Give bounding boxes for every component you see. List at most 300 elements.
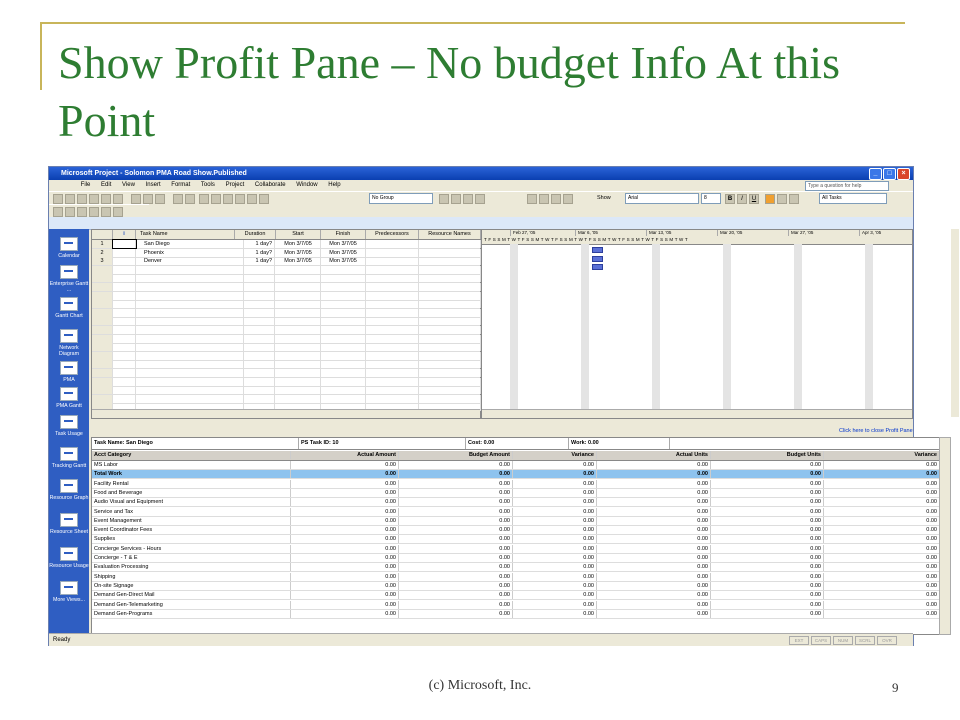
amount-cell[interactable]: 0.00 — [288, 526, 399, 534]
maximize-button[interactable]: □ — [883, 168, 896, 180]
amount-cell[interactable]: 0.00 — [824, 582, 940, 590]
table-cell[interactable] — [136, 352, 244, 360]
row-header[interactable] — [92, 335, 113, 343]
amount-cell[interactable]: 0.00 — [399, 517, 513, 525]
table-cell[interactable] — [276, 395, 321, 403]
table-cell[interactable] — [366, 292, 419, 300]
table-cell[interactable] — [113, 395, 136, 403]
table-cell[interactable] — [113, 292, 136, 300]
table-cell[interactable] — [419, 378, 481, 386]
table-cell[interactable] — [136, 378, 244, 386]
row-header[interactable] — [92, 292, 113, 300]
table-cell[interactable] — [366, 257, 419, 265]
col-finish[interactable]: Finish — [321, 230, 366, 239]
table-cell[interactable]: Mon 3/7/05 — [276, 240, 321, 248]
amount-cell[interactable]: 0.00 — [288, 591, 399, 599]
menu-file[interactable]: File — [80, 182, 91, 188]
table-cell[interactable] — [276, 378, 321, 386]
row-header[interactable] — [92, 326, 113, 334]
amount-cell[interactable]: 0.00 — [824, 573, 940, 581]
profit-pane-icon[interactable] — [77, 207, 87, 217]
table-cell[interactable] — [136, 283, 244, 291]
table-cell[interactable] — [136, 343, 244, 351]
amount-cell[interactable]: 0.00 — [711, 573, 824, 581]
table-row[interactable] — [92, 573, 940, 582]
amount-cell[interactable]: 0.00 — [711, 591, 824, 599]
amount-cell[interactable]: 0.00 — [399, 545, 513, 553]
table-cell[interactable] — [136, 266, 244, 274]
align-left-icon[interactable] — [765, 194, 775, 204]
publish-icon[interactable] — [53, 207, 63, 217]
table-cell[interactable] — [235, 343, 275, 351]
open-icon[interactable] — [65, 194, 75, 204]
table-row[interactable] — [92, 554, 940, 563]
table-cell[interactable] — [366, 369, 419, 377]
amount-cell[interactable]: 0.00 — [399, 470, 513, 478]
table-row[interactable] — [92, 480, 940, 489]
amount-cell[interactable]: 0.00 — [597, 582, 711, 590]
table-cell[interactable] — [321, 369, 366, 377]
table-cell[interactable] — [276, 283, 321, 291]
menu-format[interactable]: Format — [171, 182, 191, 188]
table-row[interactable] — [92, 517, 940, 526]
table-cell[interactable] — [235, 300, 275, 308]
amount-cell[interactable]: 0.00 — [513, 498, 597, 506]
row-header[interactable]: 3 — [92, 257, 113, 265]
table-cell[interactable] — [276, 386, 321, 394]
amount-cell[interactable]: 0.00 — [711, 601, 824, 609]
amount-cell[interactable]: 0.00 — [513, 489, 597, 497]
menu-project[interactable]: Project — [225, 182, 245, 188]
table-cell[interactable] — [366, 249, 419, 257]
table-row[interactable] — [92, 601, 940, 610]
amount-cell[interactable]: 0.00 — [513, 573, 597, 581]
table-cell[interactable] — [366, 326, 419, 334]
table-cell[interactable] — [419, 369, 481, 377]
table-cell[interactable] — [113, 335, 136, 343]
save-icon[interactable] — [77, 194, 87, 204]
bold-icon[interactable]: B — [725, 194, 735, 204]
amount-cell[interactable]: 0.00 — [513, 591, 597, 599]
copy-picture-icon[interactable] — [475, 194, 485, 204]
row-header[interactable] — [92, 300, 113, 308]
amount-cell[interactable]: 0.00 — [597, 535, 711, 543]
row-header[interactable] — [92, 343, 113, 351]
amount-cell[interactable]: 0.00 — [711, 508, 824, 516]
copy-icon[interactable] — [143, 194, 153, 204]
goto-icon[interactable] — [101, 207, 111, 217]
goto-task-icon[interactable] — [463, 194, 473, 204]
table-cell[interactable] — [419, 326, 481, 334]
amount-cell[interactable]: 0.00 — [399, 554, 513, 562]
info-icon[interactable]: i — [113, 230, 136, 239]
amount-cell[interactable]: 0.00 — [288, 573, 399, 581]
amount-cell[interactable]: 0.00 — [711, 545, 824, 553]
table-cell[interactable] — [419, 309, 481, 317]
zoom-in-icon[interactable] — [439, 194, 449, 204]
col-start[interactable]: Start — [276, 230, 321, 239]
table-cell[interactable] — [113, 317, 136, 325]
table-cell[interactable] — [366, 386, 419, 394]
table-cell[interactable] — [235, 309, 275, 317]
col-budget-units[interactable]: Budget Units — [711, 451, 824, 459]
table-cell[interactable] — [113, 283, 136, 291]
amount-cell[interactable]: 0.00 — [288, 554, 399, 562]
table-cell[interactable] — [366, 317, 419, 325]
amount-cell[interactable]: 0.00 — [711, 470, 824, 478]
table-row[interactable] — [92, 563, 940, 572]
row-header[interactable] — [92, 309, 113, 317]
table-row[interactable] — [92, 461, 940, 470]
menu-tools[interactable]: Tools — [200, 182, 215, 188]
table-cell[interactable] — [366, 378, 419, 386]
amount-cell[interactable]: 0.00 — [711, 610, 824, 618]
table-row[interactable] — [92, 526, 940, 535]
table-cell[interactable] — [235, 274, 275, 282]
task-bar[interactable] — [592, 264, 603, 270]
table-cell[interactable] — [113, 249, 136, 257]
table-cell[interactable] — [321, 378, 366, 386]
table-cell[interactable] — [113, 369, 136, 377]
filter-select[interactable]: All Tasks — [819, 193, 887, 204]
underline-icon[interactable]: U — [749, 194, 759, 204]
table-cell[interactable] — [366, 266, 419, 274]
table-cell[interactable] — [366, 283, 419, 291]
amount-cell[interactable]: 0.00 — [399, 573, 513, 581]
row-header[interactable]: 1 — [92, 240, 113, 248]
amount-cell[interactable]: 0.00 — [711, 554, 824, 562]
table-cell[interactable] — [136, 317, 244, 325]
table-cell[interactable] — [276, 274, 321, 282]
table-cell[interactable]: Mon 3/7/05 — [321, 257, 366, 265]
table-cell[interactable] — [321, 395, 366, 403]
row-header[interactable] — [92, 378, 113, 386]
table-cell[interactable]: Mon 3/7/05 — [276, 257, 321, 265]
table-cell[interactable] — [136, 335, 244, 343]
amount-cell[interactable]: 0.00 — [711, 480, 824, 488]
amount-cell[interactable]: 0.00 — [288, 470, 399, 478]
table-cell[interactable] — [113, 300, 136, 308]
amount-cell[interactable]: 0.00 — [513, 554, 597, 562]
amount-cell[interactable]: 0.00 — [597, 601, 711, 609]
menu-help[interactable]: Help — [328, 182, 341, 188]
amount-cell[interactable]: 0.00 — [399, 461, 513, 469]
table-cell[interactable] — [419, 257, 481, 265]
amount-cell[interactable]: 0.00 — [711, 489, 824, 497]
menu-collaborate[interactable]: Collaborate — [254, 182, 286, 188]
table-cell[interactable] — [419, 352, 481, 360]
table-row[interactable] — [92, 591, 940, 600]
font-select[interactable]: Arial — [625, 193, 699, 204]
amount-cell[interactable]: 0.00 — [824, 554, 940, 562]
table-cell[interactable]: Mon 3/7/05 — [321, 249, 366, 257]
view-resource-graph[interactable]: Resource Graph — [49, 479, 89, 501]
table-cell[interactable] — [235, 266, 275, 274]
amount-cell[interactable]: 0.00 — [513, 470, 597, 478]
amount-cell[interactable]: 0.00 — [597, 498, 711, 506]
table-cell[interactable] — [419, 283, 481, 291]
amount-cell[interactable]: 0.00 — [597, 573, 711, 581]
table-cell[interactable] — [321, 335, 366, 343]
new-icon[interactable] — [53, 194, 63, 204]
table-cell[interactable] — [136, 386, 244, 394]
table-cell[interactable] — [276, 335, 321, 343]
table-cell[interactable] — [113, 352, 136, 360]
view-resource-sheet[interactable]: Resource Sheet — [49, 513, 89, 535]
row-header[interactable] — [92, 386, 113, 394]
row-header[interactable] — [92, 274, 113, 282]
minimize-button[interactable]: _ — [869, 168, 882, 180]
indent-icon[interactable] — [527, 194, 537, 204]
table-cell[interactable]: 1 day? — [235, 240, 275, 248]
table-cell[interactable]: San Diego — [136, 240, 244, 248]
gantt-vertical-scrollbar[interactable] — [951, 229, 959, 417]
table-cell[interactable] — [276, 300, 321, 308]
table-cell[interactable] — [276, 343, 321, 351]
table-cell[interactable] — [276, 309, 321, 317]
menu-window[interactable]: Window — [296, 182, 318, 188]
table-cell[interactable] — [136, 360, 244, 368]
table-cell[interactable] — [235, 386, 275, 394]
table-cell[interactable] — [113, 386, 136, 394]
amount-cell[interactable]: 0.00 — [711, 535, 824, 543]
table-cell[interactable] — [136, 326, 244, 334]
table-row[interactable] — [92, 545, 940, 554]
amount-cell[interactable]: 0.00 — [399, 601, 513, 609]
table-cell[interactable] — [276, 360, 321, 368]
table-cell[interactable] — [235, 378, 275, 386]
table-cell[interactable] — [235, 335, 275, 343]
amount-cell[interactable]: 0.00 — [288, 563, 399, 571]
col-predecessors[interactable]: Predecessors — [366, 230, 419, 239]
paste-icon[interactable] — [155, 194, 165, 204]
amount-cell[interactable]: 0.00 — [597, 470, 711, 478]
italic-icon[interactable]: I — [737, 194, 747, 204]
col-duration[interactable]: Duration — [235, 230, 276, 239]
table-cell[interactable] — [136, 274, 244, 282]
table-cell[interactable]: 1 day? — [235, 257, 275, 265]
view-tracking-gantt[interactable]: Tracking Gantt — [49, 447, 89, 469]
table-cell[interactable] — [321, 360, 366, 368]
amount-cell[interactable]: 0.00 — [824, 601, 940, 609]
view-enterprise-gantt[interactable]: Enterprise Gantt ... — [49, 265, 89, 293]
amount-cell[interactable]: 0.00 — [711, 582, 824, 590]
menu-view[interactable]: View — [122, 182, 135, 188]
table-cell[interactable] — [276, 266, 321, 274]
amount-cell[interactable]: 0.00 — [513, 461, 597, 469]
table-cell[interactable] — [321, 326, 366, 334]
menu-edit[interactable]: Edit — [101, 182, 112, 188]
table-cell[interactable] — [419, 395, 481, 403]
table-cell[interactable] — [419, 240, 481, 248]
amount-cell[interactable]: 0.00 — [288, 480, 399, 488]
amount-cell[interactable]: 0.00 — [513, 535, 597, 543]
amount-cell[interactable]: 0.00 — [399, 535, 513, 543]
table-cell[interactable]: Phoenix — [136, 249, 244, 257]
amount-cell[interactable]: 0.00 — [824, 498, 940, 506]
amount-cell[interactable]: 0.00 — [597, 480, 711, 488]
table-cell[interactable] — [366, 352, 419, 360]
amount-cell[interactable]: 0.00 — [711, 498, 824, 506]
amount-cell[interactable]: 0.00 — [711, 461, 824, 469]
col-task-name[interactable]: Task Name — [136, 230, 235, 239]
amount-cell[interactable]: 0.00 — [513, 517, 597, 525]
profit-pane-scrollbar[interactable] — [939, 437, 951, 635]
cut-icon[interactable] — [131, 194, 141, 204]
font-size-select[interactable]: 8 — [701, 193, 721, 204]
close-profit-pane-link[interactable]: Click here to close Profit Pane — [839, 428, 913, 434]
menu-insert[interactable]: Insert — [145, 182, 161, 188]
view-network-diagram[interactable]: Network Diagram — [49, 329, 89, 357]
amount-cell[interactable]: 0.00 — [399, 526, 513, 534]
amount-cell[interactable]: 0.00 — [597, 461, 711, 469]
table-cell[interactable] — [366, 343, 419, 351]
amount-cell[interactable]: 0.00 — [399, 582, 513, 590]
table-row[interactable] — [92, 610, 940, 619]
col-acct-category[interactable]: Acct Category — [92, 451, 291, 459]
table-cell[interactable] — [113, 266, 136, 274]
amount-cell[interactable]: 0.00 — [399, 591, 513, 599]
amount-cell[interactable]: 0.00 — [824, 526, 940, 534]
col-actual-amount[interactable]: Actual Amount — [288, 451, 399, 459]
view-pma[interactable]: PMA — [49, 361, 89, 383]
table-cell[interactable] — [321, 266, 366, 274]
table-cell[interactable] — [235, 317, 275, 325]
table-cell[interactable] — [419, 300, 481, 308]
amount-cell[interactable]: 0.00 — [597, 517, 711, 525]
row-header[interactable] — [92, 352, 113, 360]
amount-cell[interactable]: 0.00 — [711, 517, 824, 525]
table-row[interactable] — [92, 508, 940, 517]
unlink-tasks-icon[interactable] — [211, 194, 221, 204]
table-cell[interactable]: Mon 3/7/05 — [321, 240, 366, 248]
amount-cell[interactable]: 0.00 — [824, 489, 940, 497]
view-more-views[interactable]: More Views... — [49, 581, 89, 603]
table-cell[interactable] — [321, 283, 366, 291]
table-row[interactable] — [92, 582, 940, 591]
table-cell[interactable] — [419, 249, 481, 257]
table-cell[interactable] — [113, 343, 136, 351]
undo-icon[interactable] — [173, 194, 183, 204]
table-cell[interactable] — [366, 395, 419, 403]
table-cell[interactable] — [366, 300, 419, 308]
table-row[interactable] — [92, 489, 940, 498]
table-cell[interactable] — [321, 317, 366, 325]
table-row[interactable] — [92, 498, 940, 507]
amount-cell[interactable]: 0.00 — [597, 610, 711, 618]
table-cell[interactable]: Mon 3/7/05 — [276, 249, 321, 257]
amount-cell[interactable]: 0.00 — [824, 591, 940, 599]
amount-cell[interactable]: 0.00 — [824, 461, 940, 469]
table-cell[interactable] — [419, 266, 481, 274]
view-calendar[interactable]: Calendar — [49, 237, 89, 259]
table-cell[interactable] — [136, 309, 244, 317]
publish-all-icon[interactable] — [65, 207, 75, 217]
amount-cell[interactable]: 0.00 — [288, 535, 399, 543]
table-cell[interactable] — [419, 274, 481, 282]
table-cell[interactable] — [113, 378, 136, 386]
table-cell[interactable] — [366, 274, 419, 282]
amount-cell[interactable]: 0.00 — [597, 545, 711, 553]
amount-cell[interactable]: 0.00 — [288, 610, 399, 618]
table-cell[interactable] — [136, 292, 244, 300]
show-dropdown[interactable]: Show — [597, 195, 611, 201]
table-cell[interactable] — [366, 360, 419, 368]
row-header[interactable]: 2 — [92, 249, 113, 257]
amount-cell[interactable]: 0.00 — [513, 563, 597, 571]
table-row[interactable] — [92, 535, 940, 544]
table-cell[interactable] — [276, 292, 321, 300]
amount-cell[interactable]: 0.00 — [597, 563, 711, 571]
table-cell[interactable] — [113, 309, 136, 317]
amount-cell[interactable]: 0.00 — [288, 461, 399, 469]
preview-icon[interactable] — [101, 194, 111, 204]
table-cell[interactable] — [113, 240, 136, 248]
table-cell[interactable] — [321, 274, 366, 282]
table-cell[interactable] — [235, 326, 275, 334]
amount-cell[interactable]: 0.00 — [513, 526, 597, 534]
table-cell[interactable] — [235, 292, 275, 300]
table-cell[interactable] — [321, 343, 366, 351]
amount-cell[interactable]: 0.00 — [513, 545, 597, 553]
amount-cell[interactable]: 0.00 — [824, 610, 940, 618]
row-header[interactable] — [92, 266, 113, 274]
amount-cell[interactable]: 0.00 — [399, 610, 513, 618]
row-header[interactable] — [92, 317, 113, 325]
table-cell[interactable] — [276, 317, 321, 325]
table-cell[interactable] — [235, 395, 275, 403]
table-cell[interactable] — [235, 369, 275, 377]
print-icon[interactable] — [89, 194, 99, 204]
amount-cell[interactable]: 0.00 — [597, 508, 711, 516]
link-tasks-icon[interactable] — [199, 194, 209, 204]
amount-cell[interactable]: 0.00 — [513, 601, 597, 609]
amount-cell[interactable]: 0.00 — [288, 498, 399, 506]
col-units-variance[interactable]: Variance — [824, 451, 940, 459]
help-icon[interactable] — [113, 207, 123, 217]
move-icon[interactable] — [89, 207, 99, 217]
align-center-icon[interactable] — [777, 194, 787, 204]
plus-icon[interactable] — [551, 194, 561, 204]
task-info-icon[interactable] — [235, 194, 245, 204]
amount-cell[interactable]: 0.00 — [513, 480, 597, 488]
spelling-icon[interactable] — [113, 194, 123, 204]
align-right-icon[interactable] — [789, 194, 799, 204]
notes-icon[interactable] — [247, 194, 257, 204]
table-cell[interactable] — [136, 300, 244, 308]
amount-cell[interactable]: 0.00 — [399, 563, 513, 571]
table-cell[interactable] — [321, 386, 366, 394]
hyperlink-icon[interactable] — [185, 194, 195, 204]
gantt-horizontal-scrollbar[interactable] — [482, 409, 912, 418]
split-task-icon[interactable] — [223, 194, 233, 204]
zoom-out-icon[interactable] — [451, 194, 461, 204]
amount-cell[interactable]: 0.00 — [288, 508, 399, 516]
amount-cell[interactable]: 0.00 — [824, 517, 940, 525]
table-cell[interactable] — [419, 343, 481, 351]
minus-icon[interactable] — [563, 194, 573, 204]
amount-cell[interactable]: 0.00 — [824, 480, 940, 488]
col-variance[interactable]: Variance — [513, 451, 597, 459]
table-cell[interactable] — [276, 369, 321, 377]
table-cell[interactable] — [321, 309, 366, 317]
table-cell[interactable] — [321, 292, 366, 300]
amount-cell[interactable]: 0.00 — [513, 508, 597, 516]
table-cell[interactable] — [321, 300, 366, 308]
table-cell[interactable] — [419, 292, 481, 300]
task-bar[interactable] — [592, 247, 603, 253]
view-task-usage[interactable]: Task Usage — [49, 415, 89, 437]
